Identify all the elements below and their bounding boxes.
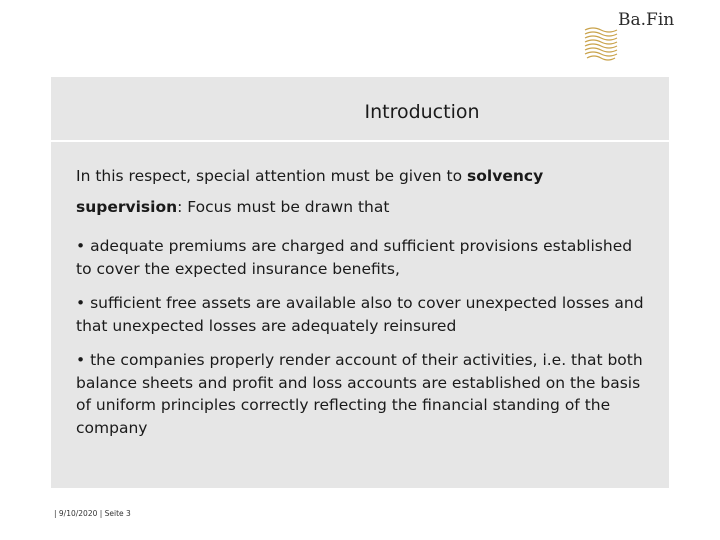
slide-body bbox=[76, 161, 646, 439]
logo-text: Ba.Fin bbox=[618, 10, 675, 30]
slide-content-panel bbox=[51, 77, 669, 488]
bullet-item-accounting: • the companies properly render account of their activities, i.e. that both balance sheets and profit and loss accounts are established on the basis of uniform principles correctly reflecting the financial standing of the company bbox=[76, 351, 643, 437]
bafin-logo bbox=[583, 10, 683, 60]
slide-title: Introduction bbox=[364, 101, 480, 123]
bullet-item-free-assets: • sufficient free assets are available also to cover unexpected losses and that unexpected losses are adequately reinsured bbox=[76, 294, 644, 335]
intro-paragraph bbox=[76, 161, 646, 223]
bafin-eagle-mark-icon bbox=[583, 24, 619, 62]
intro-emphasis: solvency supervision bbox=[76, 167, 544, 216]
bullet-item-premiums: • adequate premiums are charged and sufficient provisions established to cover the expected insurance benefits, bbox=[76, 237, 633, 278]
slide-footer: | 9/10/2020 | Seite 3 bbox=[54, 509, 131, 518]
title-band bbox=[51, 77, 669, 142]
intro-text-end: : Focus must be drawn that bbox=[177, 198, 390, 216]
intro-text-start: In this respect, special attention must be given to bbox=[76, 167, 468, 185]
